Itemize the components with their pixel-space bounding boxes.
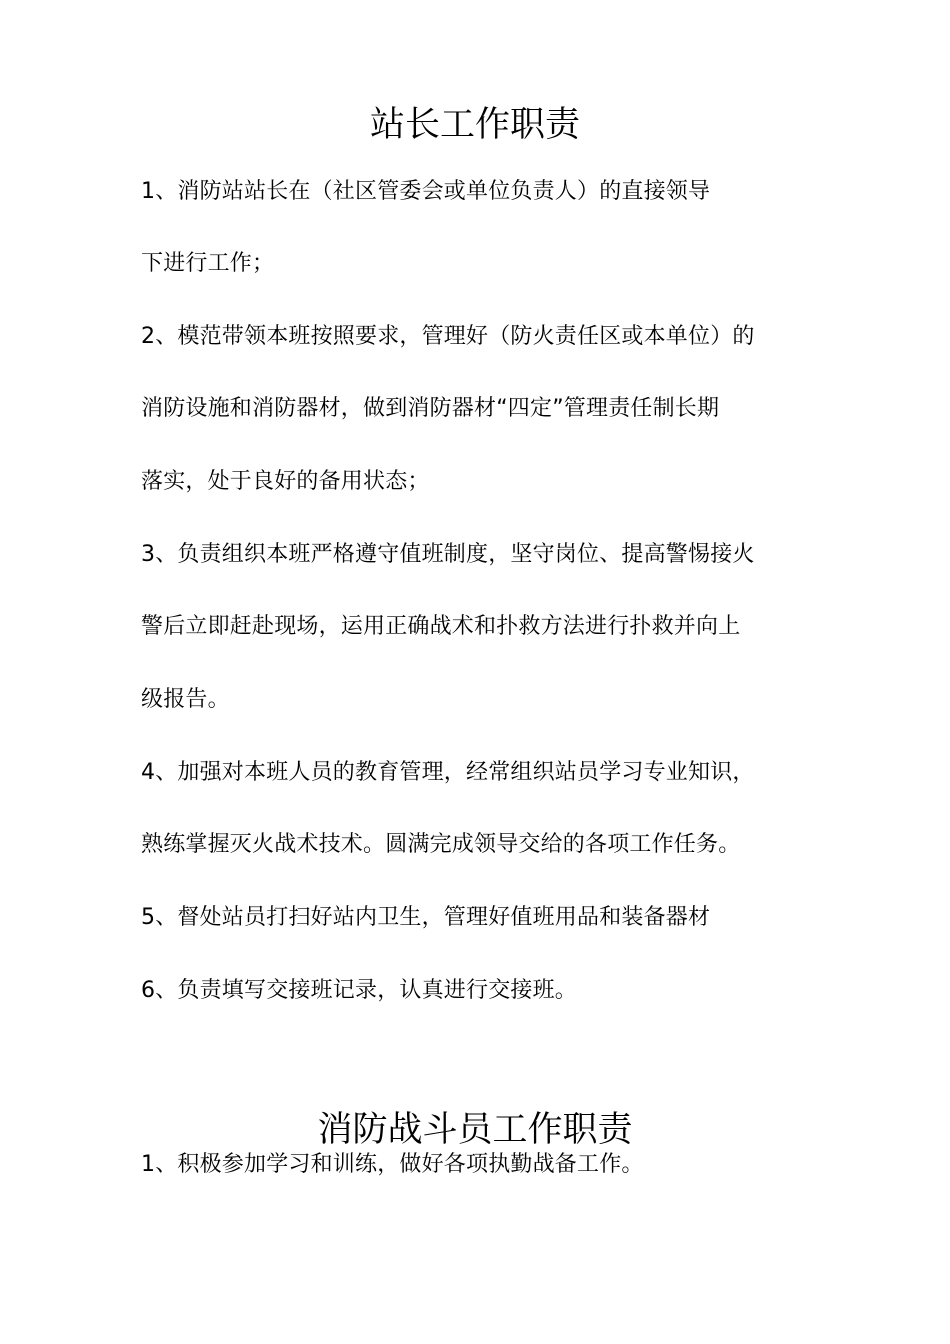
duty-line: 熟练掌握灭火战术技术。圆满完成领导交给的各项工作任务。 xyxy=(141,832,741,857)
duty-line: 级报告。 xyxy=(141,687,230,712)
duty-line: 2、模范带领本班按照要求，管理好（防火责任区或本单位）的 xyxy=(141,324,755,349)
duty-line: 下进行工作； xyxy=(141,251,275,276)
duty-line: 6、负责填写交接班记录，认真进行交接班。 xyxy=(141,978,577,1003)
duty-line: 落实，处于良好的备用状态； xyxy=(141,469,430,494)
duty-line: 1、消防站站长在（社区管委会或单位负责人）的直接领导 xyxy=(141,179,711,204)
section-title-station-chief: 站长工作职责 xyxy=(369,105,580,145)
duty-line: 警后立即赶赴现场，运用正确战术和扑救方法进行扑救并向上 xyxy=(141,614,741,639)
duty-line: 3、负责组织本班严格遵守值班制度，坚守岗位、提高警惕接火 xyxy=(141,542,755,567)
duty-line: 5、督处站员打扫好站内卫生，管理好值班用品和装备器材 xyxy=(141,905,711,930)
duty-line: 消防设施和消防器材，做到消防器材“四定”管理责任制长期 xyxy=(141,396,720,421)
section-title-firefighter: 消防战斗员工作职责 xyxy=(317,1110,633,1150)
duty-line: 1、积极参加学习和训练，做好各项执勤战备工作。 xyxy=(141,1152,644,1177)
duty-line: 4、加强对本班人员的教育管理，经常组织站员学习专业知识， xyxy=(141,760,755,785)
